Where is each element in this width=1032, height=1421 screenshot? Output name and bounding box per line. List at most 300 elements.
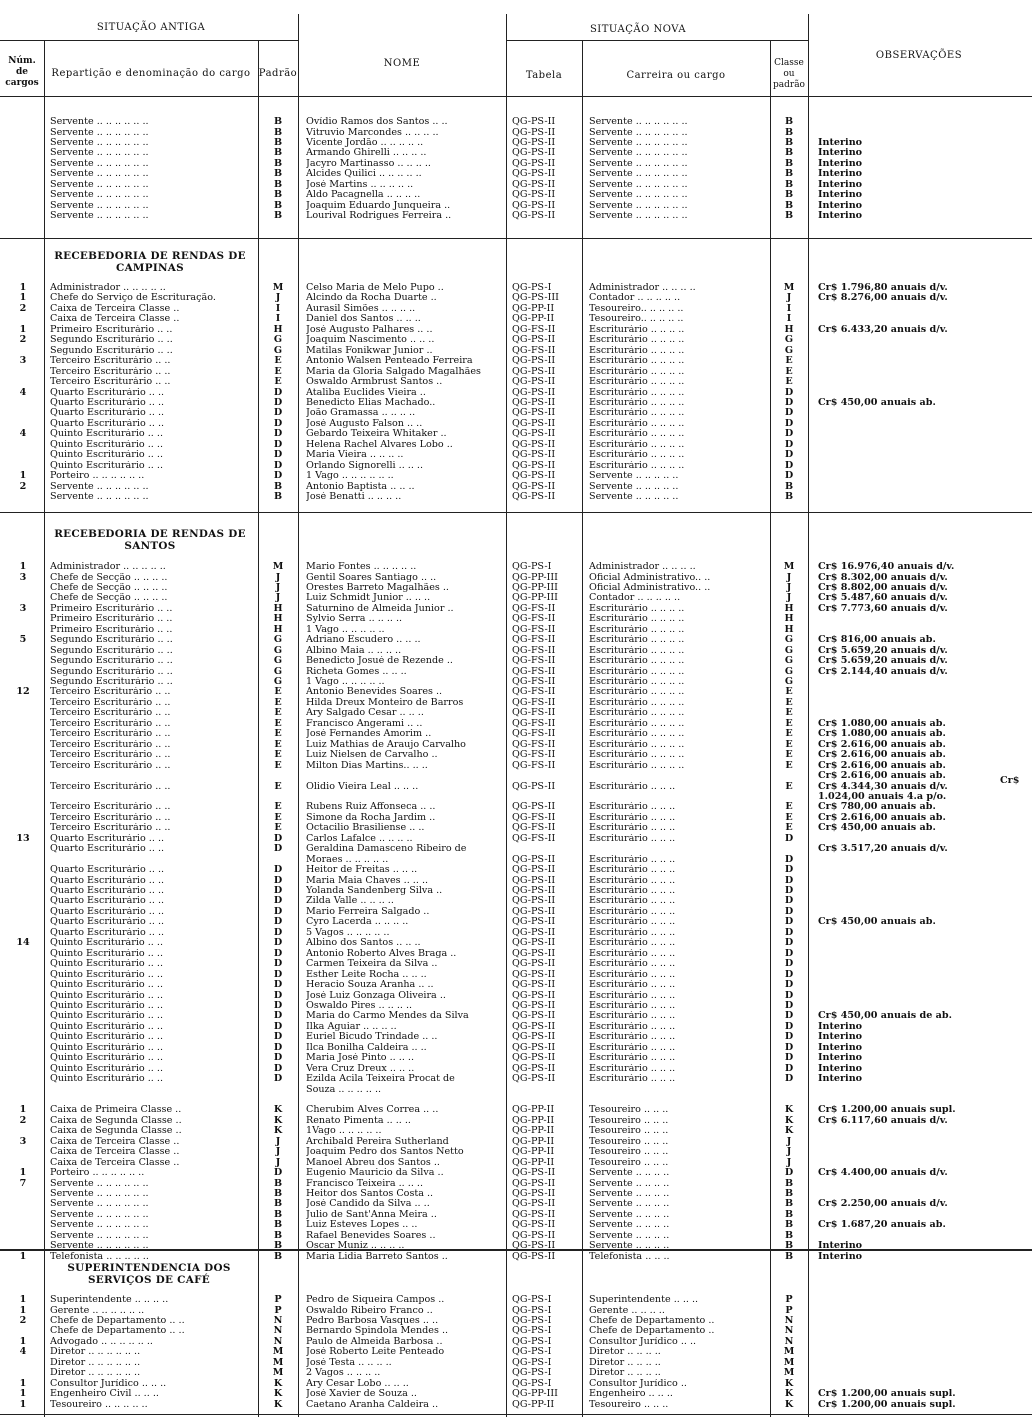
table-code: QG-PS-II xyxy=(512,1021,556,1032)
old-grade: P xyxy=(274,1295,282,1305)
old-grade: J xyxy=(275,1157,281,1168)
old-position: Servente .. .. .. .. .. .. xyxy=(50,1178,149,1189)
employee-name: Ovídio Ramos dos Santos .. .. xyxy=(306,117,448,127)
cargo-count: 2 xyxy=(19,481,27,492)
new-position: Escriturário .. .. .. xyxy=(589,1042,676,1053)
old-grade: E xyxy=(274,718,282,729)
old-position: Chefe de Secção .. .. .. .. xyxy=(50,572,168,583)
table-row xyxy=(0,325,1032,335)
new-position: Tesoureiro .. .. .. xyxy=(589,1126,669,1137)
old-position: Terceiro Escriturário .. .. xyxy=(50,802,171,813)
table-row xyxy=(0,293,1032,303)
padrao-header: Padrão xyxy=(258,68,298,79)
new-class: E xyxy=(785,802,793,813)
table-code: QG-PS-II xyxy=(512,1220,556,1231)
new-class: B xyxy=(784,190,794,201)
table-code: QG-PS-II xyxy=(512,990,556,1001)
table-row xyxy=(0,896,1032,906)
employee-name: José Fernandes Amorim .. xyxy=(306,729,432,740)
table-code: QG-FS-II xyxy=(512,603,556,614)
cargo-count: 1 xyxy=(19,283,27,293)
old-grade: E xyxy=(274,750,282,761)
old-grade: E xyxy=(274,802,282,813)
section-title-cafe: SUPERINTENDENCIA DOS SERVIÇOS DE CAFÉ xyxy=(67,1262,231,1286)
old-grade: B xyxy=(273,200,283,211)
employee-name: Manoel Abreu dos Santos .. xyxy=(306,1157,440,1168)
old-grade: K xyxy=(273,1378,283,1389)
table-row xyxy=(0,283,1032,293)
new-position: Servente .. .. .. .. .. .. xyxy=(589,200,688,211)
old-grade: B xyxy=(273,211,283,222)
new-class: D xyxy=(784,886,794,896)
table-row xyxy=(0,1189,1032,1199)
old-position: Segundo Escriturário .. .. xyxy=(50,645,173,656)
employee-name: 1 Vago .. .. .. .. .. xyxy=(306,624,385,635)
employee-name: Francisco Teixeira .. .. .. xyxy=(306,1178,424,1189)
observation: Cr$ 450,00 anuais ab. xyxy=(818,823,936,834)
new-position: Escriturário .. .. .. .. xyxy=(589,750,685,761)
table-row xyxy=(0,138,1032,148)
observation: Cr$ 8.302,00 anuais d/v. xyxy=(818,572,948,583)
table-row xyxy=(0,1295,1032,1305)
old-position: Quinto Escriturário .. .. xyxy=(50,1021,163,1032)
employee-name: Ary Cesar Lobo .. .. .. xyxy=(306,1378,409,1389)
table-code: QG-FS-II xyxy=(512,687,556,698)
old-grade: K xyxy=(273,1105,283,1116)
old-grade: D xyxy=(273,1063,283,1074)
new-position: Tesoureiro .. .. .. xyxy=(589,1136,669,1147)
cargo-count: 4 xyxy=(19,1347,27,1358)
new-class: M xyxy=(783,562,795,572)
new-position: Servente .. .. .. .. .. .. xyxy=(589,179,688,190)
new-position: Escriturário .. .. .. .. xyxy=(589,760,685,771)
new-position: Diretor .. .. .. .. xyxy=(589,1368,661,1379)
table-code: QG-FS-II xyxy=(512,624,556,635)
new-class: B xyxy=(784,481,794,492)
observation: Cr$ 4.400,00 anuais d/v. xyxy=(818,1168,948,1179)
new-class: P xyxy=(785,1295,793,1305)
table-code: QG-PS-II xyxy=(512,117,556,127)
cargo-count: 1 xyxy=(19,1295,27,1305)
new-position: Escriturário .. .. .. .. xyxy=(589,387,685,398)
employee-name: Zilda Valle .. .. .. .. xyxy=(306,896,394,907)
table-code: QG-PS-II xyxy=(512,408,556,419)
new-class: E xyxy=(785,356,793,367)
employee-name: Pedro de Siqueira Campos .. xyxy=(306,1295,445,1305)
old-grade: D xyxy=(273,471,283,482)
employee-name: Mario Fontes .. .. .. .. .. xyxy=(306,562,417,572)
new-class: J xyxy=(786,582,792,593)
new-position: Servente .. .. .. .. .. .. xyxy=(589,158,688,169)
table-row xyxy=(0,1011,1032,1021)
employee-name: Archibald Pereira Sutherland xyxy=(306,1136,449,1147)
old-position: Caixa de Segunda Classe .. xyxy=(50,1126,182,1137)
old-position: Servente .. .. .. .. .. .. xyxy=(50,148,149,159)
employee-name: Simone da Rocha Jardim .. xyxy=(306,812,436,823)
new-class: E xyxy=(785,781,793,792)
new-class: B xyxy=(784,1230,794,1241)
observation: Interino xyxy=(818,190,863,201)
cargo-count: 2 xyxy=(19,303,27,314)
old-grade: D xyxy=(273,990,283,1001)
new-position: Servente .. .. .. .. .. .. xyxy=(589,127,688,138)
new-position: Escriturário .. .. .. xyxy=(589,1021,676,1032)
old-grade: E xyxy=(274,781,282,792)
old-grade: D xyxy=(273,397,283,408)
new-class: M xyxy=(783,1357,795,1368)
table-code: QG-PS-I xyxy=(512,1357,552,1368)
table-row xyxy=(0,159,1032,169)
new-class: I xyxy=(786,303,792,314)
employee-name: Antonio Walsen Penteado Ferreira xyxy=(306,356,473,367)
table-row xyxy=(0,593,1032,603)
new-position: Administrador .. .. .. .. xyxy=(589,283,696,293)
new-position: Gerente .. .. .. .. xyxy=(589,1305,665,1316)
table-row xyxy=(0,834,1032,844)
observation: Cr$ 2.616,00 anuais ab. xyxy=(818,812,946,823)
old-grade: H xyxy=(273,603,283,614)
observation: Interino xyxy=(818,148,863,159)
table-row xyxy=(0,128,1032,138)
cargo-count: 1 xyxy=(19,562,27,572)
old-grade: B xyxy=(273,127,283,138)
old-grade: D xyxy=(273,1032,283,1043)
employee-name: Aurasil Simões .. .. .. .. xyxy=(306,303,416,314)
new-position: Diretor .. .. .. .. xyxy=(589,1357,661,1368)
new-position: Telefonista .. .. .. xyxy=(589,1251,670,1262)
cargo-count: 1 xyxy=(19,293,27,304)
old-grade: N xyxy=(273,1336,283,1347)
observation: Interino xyxy=(818,200,863,211)
table-code: QG-PS-II xyxy=(512,906,556,917)
new-position: Servente .. .. .. .. xyxy=(589,1168,670,1179)
employee-name: Joaquim Nascimento .. .. .. xyxy=(306,335,435,346)
employee-name: Albino Maia .. .. .. .. xyxy=(306,645,402,656)
employee-name: Heracio Souza Aranha .. .. xyxy=(306,980,434,990)
old-position: Caixa de Terceira Classe .. xyxy=(50,303,180,314)
new-position: Consultor Jurídico .. xyxy=(589,1378,687,1389)
new-position: Servente .. .. .. .. xyxy=(589,1209,670,1220)
old-position: Chefe de Secção .. .. .. .. xyxy=(50,593,168,604)
new-class: B xyxy=(784,117,794,127)
old-grade: E xyxy=(274,366,282,377)
old-position: Chefe de Departamento .. .. xyxy=(50,1315,185,1326)
old-position: Quinto Escriturário .. .. xyxy=(50,1074,163,1084)
table-code: QG-PS-II xyxy=(512,1053,556,1064)
table-code: QG-PS-II xyxy=(512,865,556,875)
old-grade: J xyxy=(275,1136,281,1147)
table-row xyxy=(0,314,1032,324)
old-grade: J xyxy=(275,582,281,593)
cargo-count: 1 xyxy=(19,1251,27,1262)
employee-name: Mario Ferreira Salgado .. xyxy=(306,906,430,917)
employee-name: Maria Maia Chaves .. .. .. xyxy=(306,875,429,886)
reparticao-header: Repartição e denominação do cargo xyxy=(51,68,251,79)
table-code: QG-FS-II xyxy=(512,833,556,844)
old-grade: G xyxy=(273,666,283,677)
old-position: Engenheiro Civil .. .. .. xyxy=(50,1389,159,1399)
new-position: Escriturário .. .. .. .. xyxy=(589,460,685,471)
new-class: K xyxy=(784,1105,794,1116)
old-grade: D xyxy=(273,387,283,398)
table-code: QG-PS-II xyxy=(512,481,556,492)
observacoes-header: OBSERVAÇÕES xyxy=(875,50,963,61)
employee-name: Aldo Pacagnella .. .. .. .. xyxy=(306,190,421,201)
new-position: Escriturário .. .. .. .. xyxy=(589,356,685,367)
new-class: E xyxy=(785,739,793,750)
new-class: D xyxy=(784,1042,794,1053)
old-grade: E xyxy=(274,739,282,750)
table-code: QG-PP-III xyxy=(512,582,558,593)
table-code: QG-PS-II xyxy=(512,1011,556,1022)
table-code: QG-PS-II xyxy=(512,1168,556,1179)
table-code: QG-PS-II xyxy=(512,1042,556,1053)
situacao-nova-header: SITUAÇÃO NOVA xyxy=(589,24,687,35)
old-position: Terceiro Escriturário .. .. xyxy=(50,377,171,388)
old-grade: D xyxy=(273,429,283,440)
observation: Interino xyxy=(818,158,863,169)
table-row xyxy=(0,190,1032,200)
old-grade: D xyxy=(273,1168,283,1179)
old-position: Primeiro Escriturário .. .. xyxy=(50,603,173,614)
old-position: Diretor .. .. .. .. .. .. xyxy=(50,1347,141,1358)
old-grade: D xyxy=(273,896,283,907)
observation: Cr$ 1.200,00 anuais supl. xyxy=(818,1399,956,1410)
cargo-count: 3 xyxy=(19,603,27,614)
table-code: QG-FS-II xyxy=(512,345,556,356)
new-position: Escriturário .. .. .. .. xyxy=(589,677,685,687)
table-code: QG-PS-II xyxy=(512,969,556,980)
table-code: QG-PS-II xyxy=(512,460,556,471)
table-code: QG-PS-II xyxy=(512,1209,556,1220)
new-position: Oficial Administrativo.. .. xyxy=(589,572,711,583)
new-position: Servente .. .. .. .. xyxy=(589,1199,670,1210)
old-position: Advogado .. .. .. .. .. .. xyxy=(50,1336,153,1347)
old-position: Quarto Escriturário .. .. xyxy=(50,397,165,408)
new-class: D xyxy=(784,1168,794,1179)
new-class: B xyxy=(784,137,794,148)
table-row xyxy=(0,1252,1032,1262)
employee-name: Jacyro Martinasso .. .. .. .. xyxy=(306,158,431,169)
new-class: D xyxy=(784,1000,794,1011)
employee-name: 1 Vago .. .. .. .. .. xyxy=(306,677,385,687)
table-code: QG-PS-II xyxy=(512,927,556,938)
old-position: Quarto Escriturário .. .. xyxy=(50,875,165,886)
table-row xyxy=(0,876,1032,886)
old-position: Servente .. .. .. .. .. .. xyxy=(50,200,149,211)
new-class: P xyxy=(785,1305,793,1316)
old-grade: B xyxy=(273,1199,283,1210)
new-class: H xyxy=(784,324,794,335)
old-grade: E xyxy=(274,377,282,388)
table-row xyxy=(0,917,1032,927)
new-class: D xyxy=(784,387,794,398)
observation: Cr$ 2.616,00 anuais ab. xyxy=(818,760,946,771)
new-class: E xyxy=(785,366,793,377)
employee-name: Ataliba Euclides Vieira .. xyxy=(306,387,426,398)
old-grade: D xyxy=(273,844,283,855)
table-row xyxy=(0,169,1032,179)
observation: 1.024,00 anuais 4.a p/o. xyxy=(818,791,947,802)
old-grade: G xyxy=(273,645,283,656)
employee-name: Luiz Esteves Lopes .. .. xyxy=(306,1220,418,1231)
new-position: Escriturário .. .. .. xyxy=(589,886,676,896)
table-code: QG-PS-II xyxy=(512,137,556,148)
section-title-santos: RECEBEDORIA DE RENDAS DE SANTOS xyxy=(54,528,246,552)
employee-name: Gentil Soares Santiago .. .. xyxy=(306,572,437,583)
new-class: D xyxy=(784,450,794,461)
new-class: D xyxy=(784,990,794,1001)
table-row xyxy=(0,959,1032,969)
employee-name: Gebardo Teixeira Whitaker .. xyxy=(306,429,447,440)
table-code: QG-PS-II xyxy=(512,397,556,408)
employee-name: Julio de Sant'Anna Meira .. xyxy=(306,1209,437,1220)
new-position: Chefe de Departamento .. xyxy=(589,1315,715,1326)
table-row xyxy=(0,429,1032,439)
old-grade: I xyxy=(275,303,281,314)
table-code: QG-PS-II xyxy=(512,875,556,886)
employee-name: Albino dos Santos .. .. .. xyxy=(306,938,421,949)
table-row xyxy=(0,792,1032,802)
table-row xyxy=(0,1053,1032,1063)
new-position: Escriturário .. .. .. .. xyxy=(589,603,685,614)
table-code: QG-FS-II xyxy=(512,812,556,823)
new-position: Escriturário .. .. .. .. xyxy=(589,729,685,740)
table-row xyxy=(0,677,1032,687)
old-grade: D xyxy=(273,460,283,471)
new-class: H xyxy=(784,603,794,614)
employee-name: Vitruvio Marcondes .. .. .. .. xyxy=(306,127,439,138)
page-bottom-rule xyxy=(0,1414,1032,1415)
old-grade: K xyxy=(273,1389,283,1399)
table-row xyxy=(0,408,1032,418)
old-grade: D xyxy=(273,439,283,450)
new-position: Escriturário .. .. .. .. xyxy=(589,739,685,750)
employee-name: Maria Vieira .. .. .. .. xyxy=(306,450,404,461)
table-code: QG-PS-II xyxy=(512,917,556,928)
table-code: QG-FS-II xyxy=(512,677,556,687)
table-code: QG-PS-II xyxy=(512,429,556,440)
employee-name: Oswaldo Armbrust Santos .. xyxy=(306,377,443,388)
new-position: Escriturário .. .. .. xyxy=(589,959,676,970)
new-class: D xyxy=(784,969,794,980)
new-position: Escriturário .. .. .. .. xyxy=(589,635,685,646)
table-code: QG-PS-II xyxy=(512,190,556,201)
table-row xyxy=(0,635,1032,645)
table-code: QG-PS-II xyxy=(512,1241,556,1252)
new-class: I xyxy=(786,314,792,325)
table-row xyxy=(0,1231,1032,1241)
new-class: G xyxy=(784,677,794,687)
old-grade: E xyxy=(274,708,282,719)
old-position: Quarto Escriturário .. .. xyxy=(50,886,165,896)
new-position: Consultor Jurídico .. .. xyxy=(589,1336,697,1347)
new-class: D xyxy=(784,959,794,970)
new-position: Escriturário .. .. .. .. xyxy=(589,708,685,719)
observation: Cr$ 6.433,20 anuais d/v. xyxy=(818,324,948,335)
new-position: Contador .. .. .. .. .. xyxy=(589,593,681,604)
old-grade: B xyxy=(273,1189,283,1199)
observation: Cr$ 1.200,00 anuais supl. xyxy=(818,1105,956,1116)
new-class: D xyxy=(784,1053,794,1064)
cargo-count: 1 xyxy=(19,1305,27,1316)
new-position: Escriturário .. .. .. xyxy=(589,802,676,813)
employee-name: Cyro Lacerda .. .. .. .. xyxy=(306,917,409,928)
old-grade: D xyxy=(273,1011,283,1022)
old-position: Quinto Escriturário .. .. xyxy=(50,938,163,949)
observation: Interino xyxy=(818,1074,863,1084)
employee-name: Armando Ghirelli .. .. .. .. xyxy=(306,148,427,159)
table-code: QG-FS-II xyxy=(512,708,556,719)
new-class: B xyxy=(784,1251,794,1262)
employee-name: Luiz Schmidt Junior .. .. .. xyxy=(306,593,431,604)
employee-name: Adriano Escudero .. .. .. xyxy=(306,635,421,646)
table-row xyxy=(0,667,1032,677)
table-row xyxy=(0,719,1032,729)
observation: Cr$ 5.659,20 anuais d/v. xyxy=(818,656,948,666)
employee-name: José Martins .. .. .. .. .. xyxy=(306,179,414,190)
old-grade: K xyxy=(273,1126,283,1137)
table-row xyxy=(0,1095,1032,1105)
employee-name: Alcindo da Rocha Duarte .. xyxy=(306,293,437,304)
new-position: Escriturário .. .. .. xyxy=(589,948,676,959)
header-bottom-rule xyxy=(0,96,1032,97)
num-cargos-header: Núm. de cargos xyxy=(5,56,39,88)
new-position: Tesoureiro .. .. .. xyxy=(589,1105,669,1116)
table-row xyxy=(0,1389,1032,1399)
table-code: QG-PP-III xyxy=(512,593,558,604)
table-row xyxy=(0,1210,1032,1220)
table-row xyxy=(0,1105,1032,1115)
new-class: K xyxy=(784,1389,794,1399)
cargo-count: 1 xyxy=(19,1389,27,1399)
old-grade: I xyxy=(275,314,281,325)
employee-name: Daniel dos Santos .. .. .. xyxy=(306,314,421,325)
table-row xyxy=(0,440,1032,450)
old-position: Quarto Escriturário .. .. xyxy=(50,917,165,928)
observation: Cr$ 2.616,00 anuais ab. xyxy=(818,750,946,761)
new-position: Escriturário .. .. .. .. xyxy=(589,335,685,346)
table-code: QG-PP-II xyxy=(512,1399,555,1410)
table-row xyxy=(0,419,1032,429)
employee-name: Lourival Rodrigues Ferreira .. xyxy=(306,211,452,222)
table-row xyxy=(0,1158,1032,1168)
employee-name: Heitor dos Santos Costa .. xyxy=(306,1189,434,1199)
new-position: Escriturário .. .. .. .. xyxy=(589,429,685,440)
employee-name: Esther Leite Rocha .. .. .. xyxy=(306,969,427,980)
new-position: Servente .. .. .. .. .. .. xyxy=(589,148,688,159)
old-position: Quinto Escriturário .. .. xyxy=(50,450,163,461)
new-class: B xyxy=(784,179,794,190)
employee-name: José Xavier de Souza .. xyxy=(306,1389,417,1399)
employee-name: Paulo de Almeida Barbosa .. xyxy=(306,1336,443,1347)
new-class: M xyxy=(783,1368,795,1379)
old-position: Servente .. .. .. .. .. .. xyxy=(50,179,149,190)
cargo-count: 1 xyxy=(19,1399,27,1410)
old-grade: D xyxy=(273,906,283,917)
new-class: K xyxy=(784,1126,794,1137)
new-class: B xyxy=(784,1209,794,1220)
employee-name: 1Vago .. .. .. .. .. xyxy=(306,1126,382,1137)
old-position: Terceiro Escriturário .. .. xyxy=(50,356,171,367)
old-position: Servente .. .. .. .. .. .. xyxy=(50,1189,149,1199)
new-position: Escriturário .. .. .. .. xyxy=(589,408,685,419)
table-code: QG-PS-I xyxy=(512,1378,552,1389)
table-row xyxy=(0,750,1032,760)
table-code: QG-PS-I xyxy=(512,1295,552,1305)
old-grade: H xyxy=(273,324,283,335)
new-position: Escriturário .. .. .. xyxy=(589,1074,676,1084)
